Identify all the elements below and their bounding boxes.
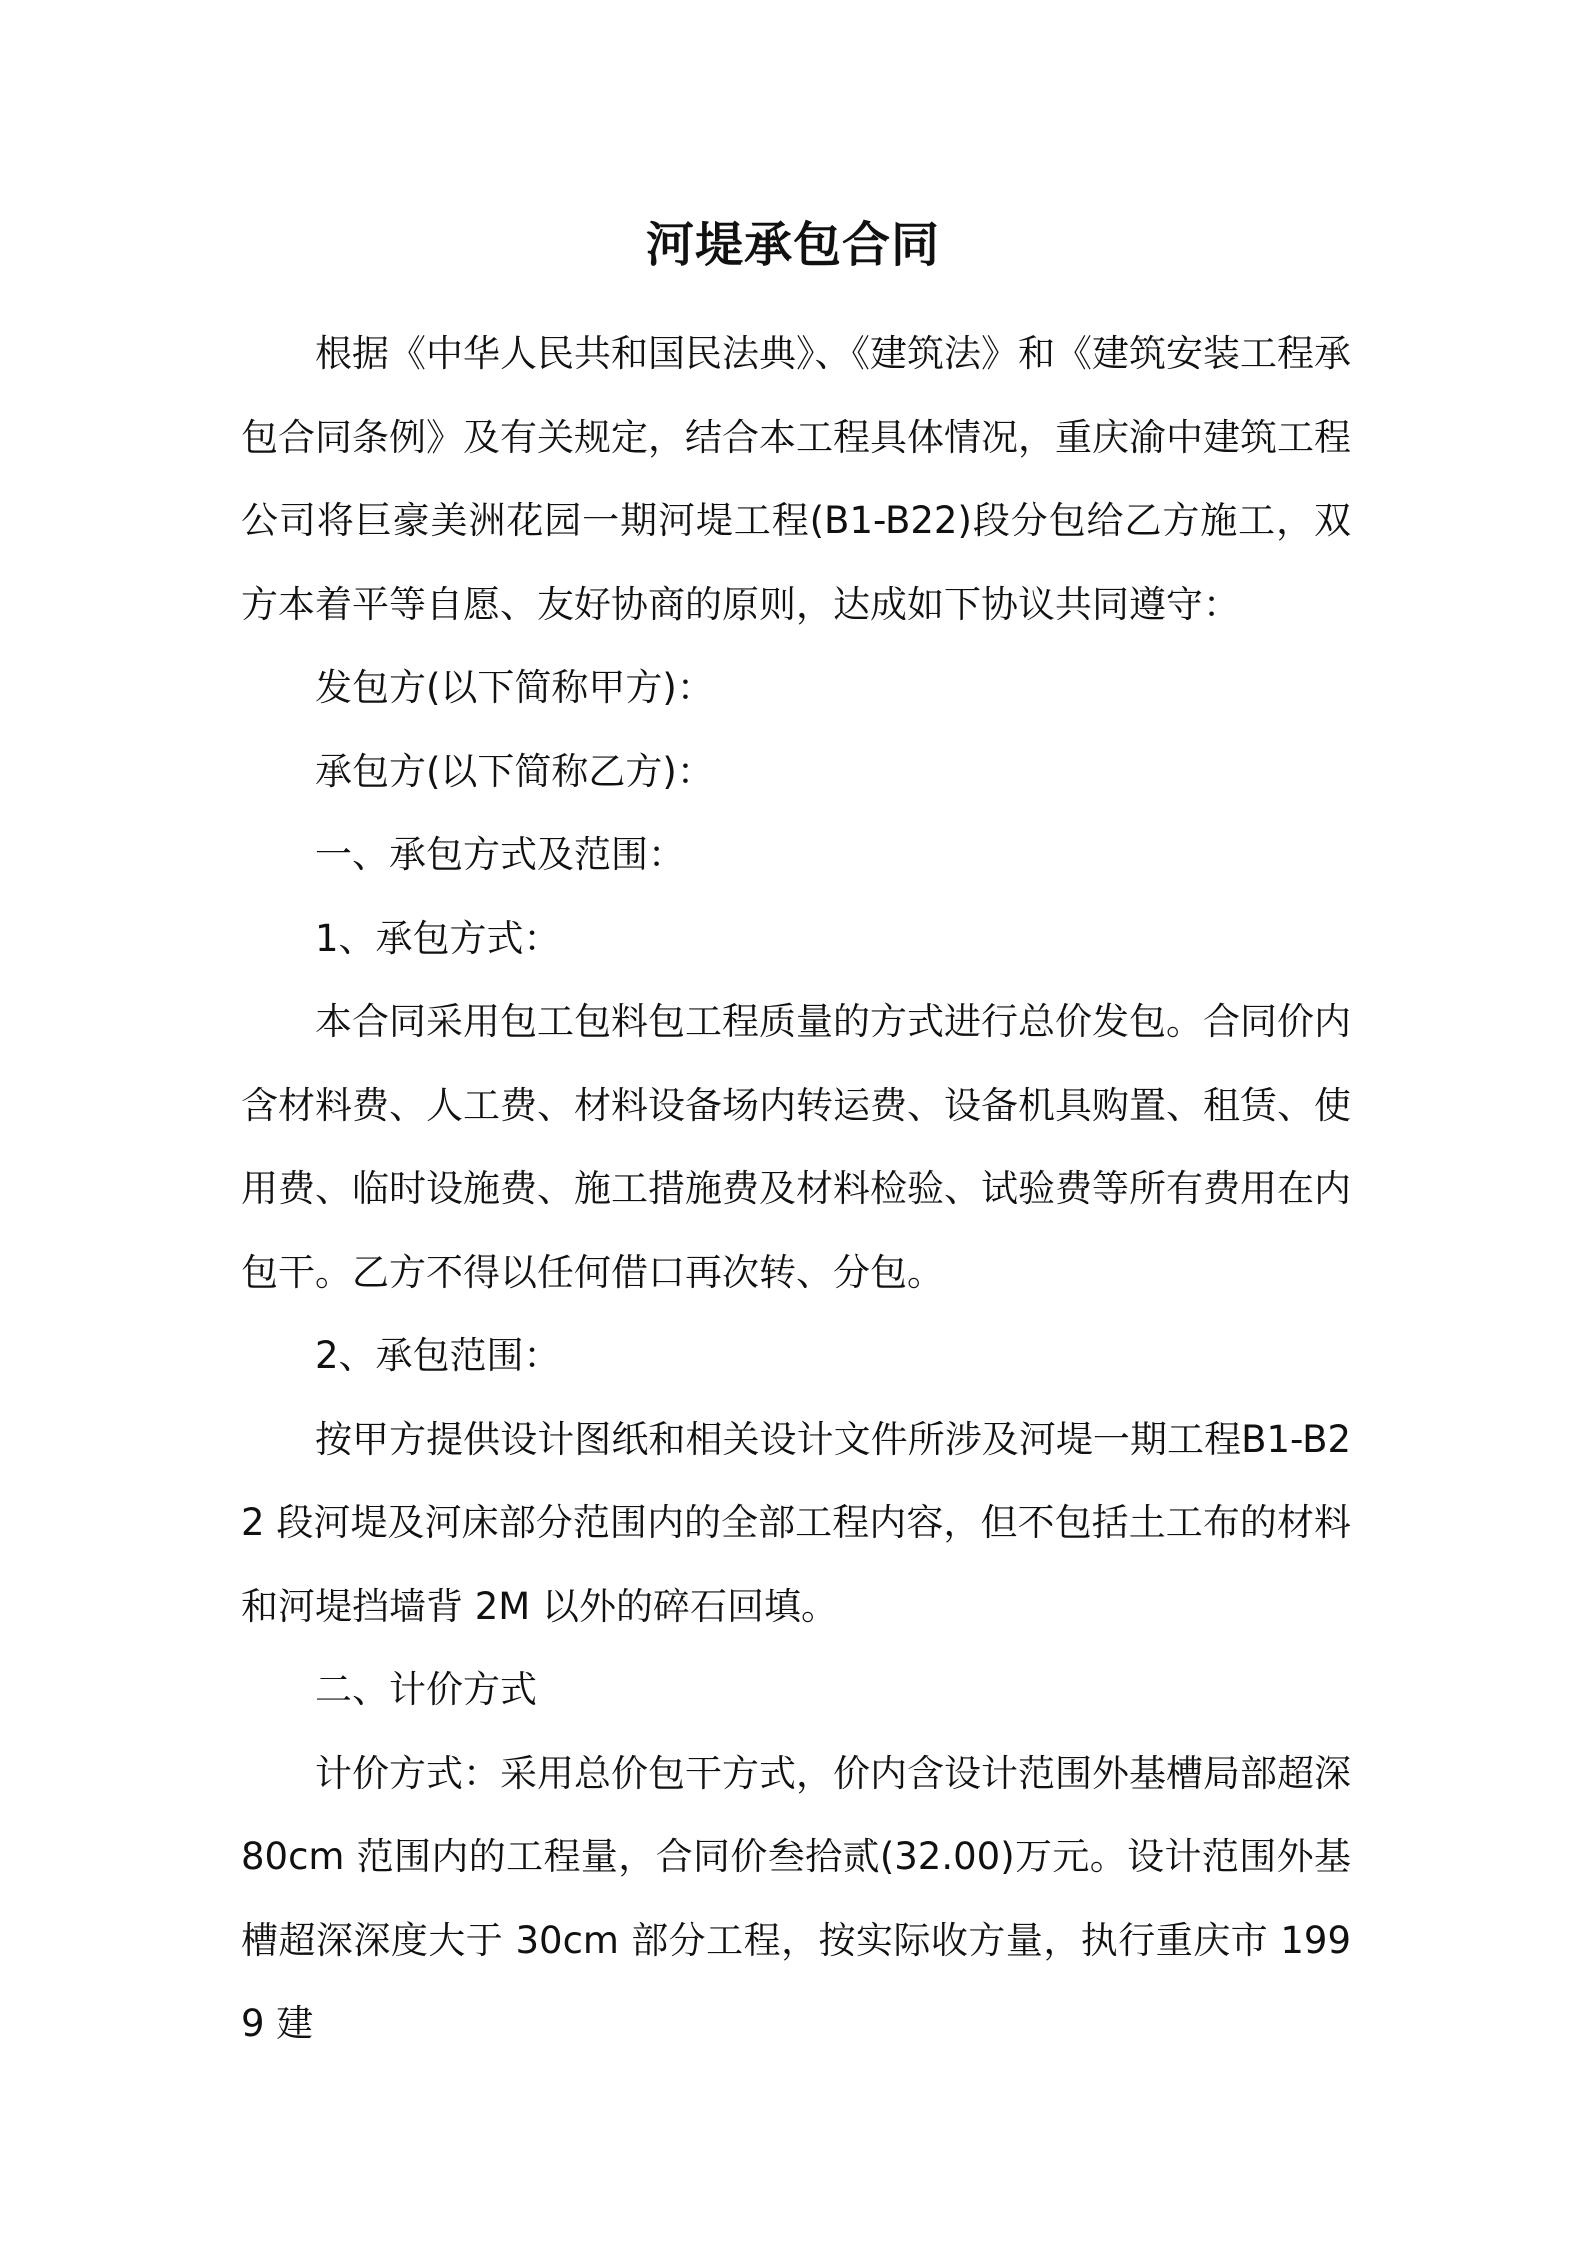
subheading-contract-scope: 2、承包范围： xyxy=(315,1334,561,1377)
contract-method-paragraph: 本合同采用包工包料包工程质量的方式进行总价发包。合同价内含材料费、人工费、材料设备场内转运费、设备机具购置、租赁、使用费、临时设施费、施工措施费及材料检验、试验费等所有费用在内包干。乙方不得以任何借口再次转、分包。 xyxy=(241,1000,1351,1294)
section-heading-scope: 一、承包方式及范围： xyxy=(315,833,685,876)
document-body xyxy=(241,312,1351,2066)
employer-line: 发包方(以下简称甲方)： xyxy=(315,666,714,709)
intro-paragraph: 根据《中华人民共和国民法典》、《建筑法》和《建筑安装工程承包合同条例》及有关规定，结合本工程具体情况，重庆渝中建筑工程公司将巨豪美洲花园一期河堤工程(B1-B22)段分包给乙方施工，双方本着平等自愿、友好协商的原则，达成如下协议共同遵守： xyxy=(241,332,1351,626)
section-heading-pricing: 二、计价方式 xyxy=(315,1668,537,1711)
document-title: 河堤承包合同 xyxy=(645,217,940,273)
pricing-paragraph: 计价方式：采用总价包干方式，价内含设计范围外基槽局部超深80cm 范围内的工程量，合同价叁拾贰(32.00)万元。设计范围外基槽超深深度大于 30cm 部分工程，按实际收方量，执行重庆市 1999 建 xyxy=(241,1751,1351,2045)
contract-scope-paragraph: 按甲方提供设计图纸和相关设计文件所涉及河堤一期工程B1-B22 段河堤及河床部分范围内的全部工程内容，但不包括土工布的材料和河堤挡墙背 2M 以外的碎石回填。 xyxy=(241,1417,1351,1628)
subheading-contract-method: 1、承包方式： xyxy=(315,916,561,960)
contractor-line: 承包方(以下简称乙方)： xyxy=(315,749,714,793)
